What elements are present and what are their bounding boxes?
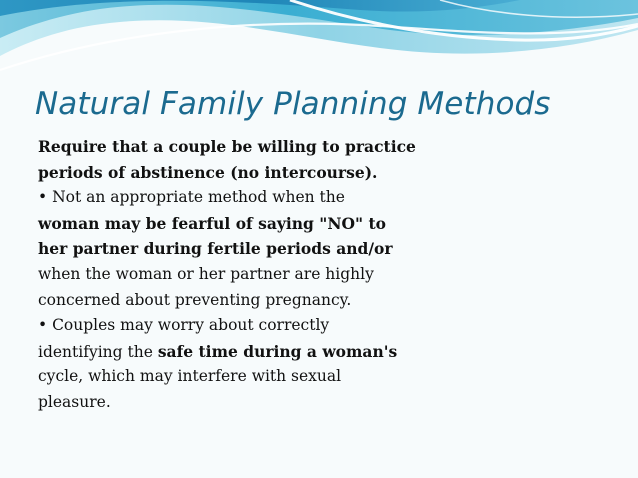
body-line [38,339,488,365]
bold-text: (no intercourse). [224,162,378,182]
body-line [38,390,488,416]
bold-text: woman may be fearful of saying "NO" to [38,213,386,233]
body-line [38,134,488,160]
body-line [38,313,488,339]
bold-text: safe time during a woman's [157,341,398,361]
body-line [38,262,488,288]
slide-body [38,134,488,416]
bold-text: her partner during fertile periods and/or [38,239,393,259]
body-text: • Not an appropriate method when the [38,188,345,207]
body-text: when the woman or her partner are highly [38,264,374,283]
body-line [38,160,488,186]
bold-text: periods of abstinence [38,162,225,182]
body-text: • Couples may worry about correctly [38,316,330,335]
bold-text: Require that a couple be willing to practice [38,137,416,156]
body-line [38,288,488,314]
body-text: pleasure. [38,392,111,411]
body-text: cycle, which may interfere with sexual [38,367,342,386]
body-line [38,236,488,262]
body-line [38,364,488,390]
body-text: concerned about preventing pregnancy. [38,290,352,309]
slide-title: Natural Family Planning Methods [35,86,551,122]
body-line [38,211,488,237]
body-line [38,185,488,211]
wave-banner [0,0,638,80]
body-text: identifying the [38,342,158,361]
